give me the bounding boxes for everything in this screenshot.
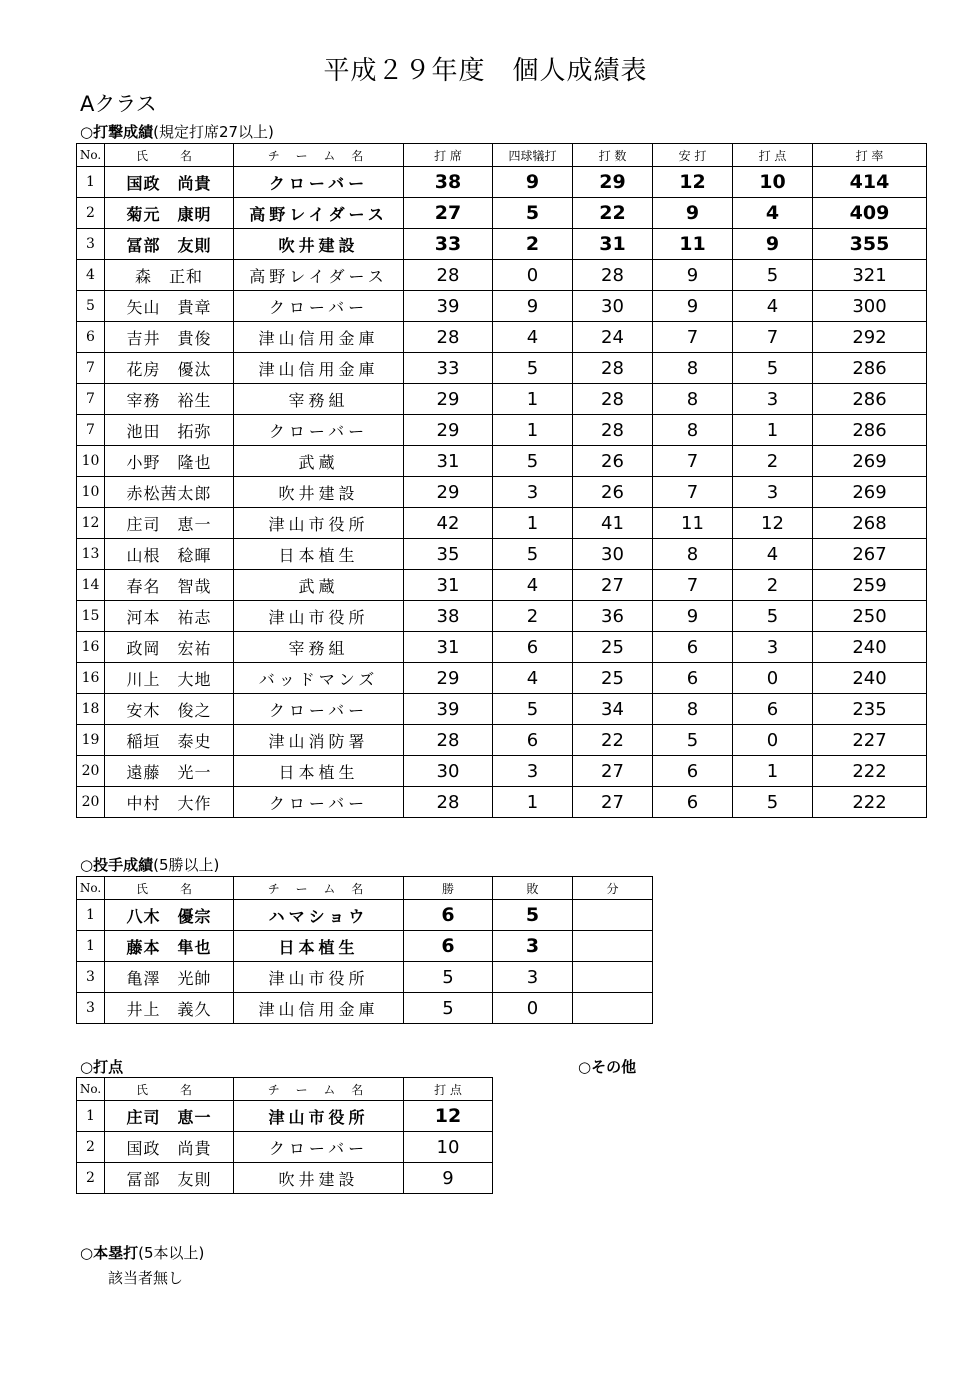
cell-rbi: 9 [404,1163,493,1194]
cell-at-bats: 28 [573,353,653,384]
cell-walks-sacrifices: 2 [493,601,573,632]
cell-walks-sacrifices: 9 [493,167,573,198]
cell-walks-sacrifices: 1 [493,508,573,539]
cell-rbi: 4 [733,198,813,229]
cell-average: 222 [813,787,927,818]
cell-team: 日本植生 [234,931,404,962]
cell-team: 日本植生 [234,756,404,787]
cell-rbi: 7 [733,322,813,353]
table-row [77,446,927,477]
cell-walks-sacrifices: 4 [493,663,573,694]
cell-rbi: 10 [733,167,813,198]
cell-rbi: 4 [733,291,813,322]
cell-team: 津山市役所 [234,962,404,993]
cell-name: 川上 大地 [105,663,234,694]
cell-draws [573,993,653,1024]
cell-walks-sacrifices: 0 [493,260,573,291]
cell-draws [573,900,653,931]
cell-at-bats: 26 [573,477,653,508]
cell-draws [573,931,653,962]
cell-plate-appearances: 31 [404,446,493,477]
cell-plate-appearances: 29 [404,663,493,694]
cell-no: 18 [77,694,105,725]
cell-name: 吉井 貴俊 [105,322,234,353]
cell-hits: 7 [653,322,733,353]
cell-average: 240 [813,632,927,663]
cell-name: 庄司 恵一 [105,508,234,539]
cell-no: 5 [77,291,105,322]
cell-at-bats: 28 [573,260,653,291]
cell-no: 16 [77,663,105,694]
cell-rbi: 5 [733,353,813,384]
cell-average: 250 [813,601,927,632]
cell-at-bats: 31 [573,229,653,260]
cell-name: 山根 稔暉 [105,539,234,570]
cell-plate-appearances: 27 [404,198,493,229]
cell-plate-appearances: 39 [404,291,493,322]
cell-no: 13 [77,539,105,570]
cell-no: 1 [77,1101,105,1132]
header-team: チ ー ム 名 [234,144,404,167]
cell-walks-sacrifices: 1 [493,415,573,446]
cell-plate-appearances: 28 [404,260,493,291]
table-row [77,570,927,601]
pitching-table [76,876,653,1024]
header-name: 氏 名 [105,1078,234,1101]
header-no: No. [77,1078,105,1101]
cell-hits: 6 [653,663,733,694]
cell-rbi: 3 [733,632,813,663]
cell-average: 222 [813,756,927,787]
cell-wins: 6 [404,900,493,931]
cell-no: 14 [77,570,105,601]
pitching-heading-note: (5勝以上) [153,856,220,874]
cell-name: 亀澤 光帥 [105,962,234,993]
cell-team: 武蔵 [234,570,404,601]
cell-walks-sacrifices: 5 [493,446,573,477]
cell-at-bats: 29 [573,167,653,198]
cell-name: 菊元 康明 [105,198,234,229]
cell-at-bats: 28 [573,415,653,446]
table-row [77,601,927,632]
cell-plate-appearances: 28 [404,322,493,353]
rbi-heading-title: ○打点 [80,1058,124,1076]
cell-team: 津山市役所 [234,1101,404,1132]
cell-hits: 6 [653,756,733,787]
rbi-table [76,1077,493,1194]
table-row [77,756,927,787]
cell-walks-sacrifices: 3 [493,477,573,508]
cell-hits: 7 [653,570,733,601]
cell-no: 20 [77,756,105,787]
header-rbi: 打 点 [733,144,813,167]
cell-average: 321 [813,260,927,291]
cell-name: 花房 優汰 [105,353,234,384]
cell-hits: 6 [653,632,733,663]
cell-walks-sacrifices: 1 [493,787,573,818]
cell-team: 津山信用金庫 [234,353,404,384]
header-name: 氏 名 [105,144,234,167]
cell-walks-sacrifices: 4 [493,322,573,353]
cell-at-bats: 22 [573,725,653,756]
cell-no: 1 [77,900,105,931]
cell-walks-sacrifices: 6 [493,632,573,663]
cell-at-bats: 25 [573,663,653,694]
cell-plate-appearances: 28 [404,787,493,818]
cell-rbi: 5 [733,787,813,818]
table-row [77,167,927,198]
cell-name: 藤本 隼也 [105,931,234,962]
cell-team: ハマショウ [234,900,404,931]
cell-rbi: 10 [404,1132,493,1163]
cell-plate-appearances: 31 [404,632,493,663]
cell-team: 高野レイダース [234,260,404,291]
rbi-heading [80,1056,123,1077]
table-row [77,725,927,756]
cell-walks-sacrifices: 5 [493,198,573,229]
cell-name: 矢山 貴章 [105,291,234,322]
cell-rbi: 2 [733,570,813,601]
cell-average: 269 [813,446,927,477]
other-heading [578,1056,636,1077]
cell-plate-appearances: 35 [404,539,493,570]
cell-walks-sacrifices: 5 [493,694,573,725]
cell-at-bats: 27 [573,787,653,818]
cell-plate-appearances: 29 [404,384,493,415]
cell-at-bats: 27 [573,570,653,601]
cell-rbi: 3 [733,477,813,508]
cell-team: 宰務組 [234,632,404,663]
cell-average: 268 [813,508,927,539]
homerun-heading-note: (5本以上) [138,1244,205,1262]
cell-wins: 6 [404,931,493,962]
cell-draws [573,962,653,993]
cell-plate-appearances: 33 [404,229,493,260]
table-row [77,353,927,384]
cell-average: 409 [813,198,927,229]
cell-plate-appearances: 29 [404,415,493,446]
cell-team: クローバー [234,291,404,322]
cell-average: 267 [813,539,927,570]
cell-name: 八木 優宗 [105,900,234,931]
cell-team: 宰務組 [234,384,404,415]
cell-at-bats: 25 [573,632,653,663]
homerun-heading-title: ○本塁打 [80,1244,139,1262]
cell-no: 4 [77,260,105,291]
table-row [77,508,927,539]
batting-heading-title: ○打撃成績 [80,123,154,141]
header-average: 打 率 [813,144,927,167]
homerun-none-text: 該当者無し [108,1269,184,1287]
cell-at-bats: 30 [573,291,653,322]
header-no: No. [77,144,105,167]
cell-plate-appearances: 38 [404,167,493,198]
cell-plate-appearances: 38 [404,601,493,632]
cell-rbi: 6 [733,694,813,725]
cell-no: 16 [77,632,105,663]
cell-rbi: 1 [733,415,813,446]
cell-walks-sacrifices: 4 [493,570,573,601]
header-at-bats: 打 数 [573,144,653,167]
header-draws: 分 [573,877,653,900]
cell-no: 1 [77,167,105,198]
cell-rbi: 1 [733,756,813,787]
cell-name: 中村 大作 [105,787,234,818]
table-row [77,539,927,570]
cell-hits: 8 [653,539,733,570]
cell-name: 国政 尚貴 [105,1132,234,1163]
cell-name: 森 正和 [105,260,234,291]
header-team: チ ー ム 名 [234,877,404,900]
header-name: 氏 名 [105,877,234,900]
cell-name: 小野 隆也 [105,446,234,477]
batting-heading [80,121,274,142]
cell-team: 津山市役所 [234,601,404,632]
cell-wins: 5 [404,962,493,993]
cell-at-bats: 27 [573,756,653,787]
cell-name: 河本 祐志 [105,601,234,632]
cell-plate-appearances: 42 [404,508,493,539]
cell-team: バッドマンズ [234,663,404,694]
table-row [77,322,927,353]
cell-wins: 5 [404,993,493,1024]
cell-no: 15 [77,601,105,632]
table-row [77,900,653,931]
cell-no: 10 [77,446,105,477]
cell-team: 吹井建設 [234,229,404,260]
cell-at-bats: 30 [573,539,653,570]
cell-hits: 6 [653,787,733,818]
cell-no: 12 [77,508,105,539]
cell-average: 300 [813,291,927,322]
cell-average: 259 [813,570,927,601]
table-row [77,663,927,694]
cell-no: 10 [77,477,105,508]
cell-no: 7 [77,415,105,446]
cell-rbi: 12 [404,1101,493,1132]
table-row [77,1163,493,1194]
cell-plate-appearances: 30 [404,756,493,787]
cell-walks-sacrifices: 5 [493,353,573,384]
cell-at-bats: 28 [573,384,653,415]
cell-rbi: 5 [733,260,813,291]
cell-rbi: 4 [733,539,813,570]
cell-hits: 8 [653,415,733,446]
cell-walks-sacrifices: 9 [493,291,573,322]
cell-walks-sacrifices: 5 [493,539,573,570]
cell-team: 高野レイダース [234,198,404,229]
table-row [77,1132,493,1163]
table-row [77,260,927,291]
cell-no: 3 [77,993,105,1024]
cell-team: クローバー [234,415,404,446]
cell-rbi: 2 [733,446,813,477]
cell-plate-appearances: 29 [404,477,493,508]
table-row [77,993,653,1024]
cell-name: 春名 智哉 [105,570,234,601]
cell-losses: 0 [493,993,573,1024]
cell-hits: 11 [653,508,733,539]
cell-average: 269 [813,477,927,508]
cell-team: クローバー [234,167,404,198]
cell-walks-sacrifices: 3 [493,756,573,787]
table-row [77,962,653,993]
cell-name: 政岡 宏祐 [105,632,234,663]
cell-no: 20 [77,787,105,818]
cell-walks-sacrifices: 2 [493,229,573,260]
cell-average: 414 [813,167,927,198]
cell-losses: 3 [493,931,573,962]
cell-losses: 5 [493,900,573,931]
table-row [77,384,927,415]
class-label: Aクラス [80,92,157,116]
cell-walks-sacrifices: 1 [493,384,573,415]
cell-average: 292 [813,322,927,353]
cell-team: クローバー [234,694,404,725]
cell-average: 235 [813,694,927,725]
cell-name: 庄司 恵一 [105,1101,234,1132]
pitching-heading [80,854,219,875]
cell-no: 3 [77,229,105,260]
table-row [77,787,927,818]
cell-at-bats: 41 [573,508,653,539]
table-row [77,415,927,446]
cell-hits: 9 [653,291,733,322]
cell-name: 井上 義久 [105,993,234,1024]
batting-table [76,143,927,818]
table-row [77,694,927,725]
cell-no: 7 [77,384,105,415]
cell-no: 19 [77,725,105,756]
header-plate-appearances: 打 席 [404,144,493,167]
header-hits: 安 打 [653,144,733,167]
rbi-header-row [77,1078,493,1101]
cell-hits: 9 [653,198,733,229]
header-losses: 敗 [493,877,573,900]
cell-team: 津山信用金庫 [234,993,404,1024]
cell-hits: 11 [653,229,733,260]
cell-rbi: 9 [733,229,813,260]
table-row [77,229,927,260]
cell-hits: 8 [653,384,733,415]
cell-plate-appearances: 39 [404,694,493,725]
batting-heading-note: (規定打席27以上) [153,123,274,141]
cell-team: 津山信用金庫 [234,322,404,353]
header-team: チ ー ム 名 [234,1078,404,1101]
homerun-heading [80,1242,204,1263]
header-walks-sacrifices: 四球犠打 [493,144,573,167]
cell-rbi: 5 [733,601,813,632]
cell-average: 286 [813,353,927,384]
header-wins: 勝 [404,877,493,900]
cell-no: 2 [77,1163,105,1194]
pitching-heading-title: ○投手成績 [80,856,154,874]
cell-average: 355 [813,229,927,260]
cell-name: 安木 俊之 [105,694,234,725]
table-row [77,477,927,508]
cell-team: 武蔵 [234,446,404,477]
table-row [77,198,927,229]
cell-no: 3 [77,962,105,993]
cell-average: 240 [813,663,927,694]
cell-average: 286 [813,415,927,446]
cell-team: 吹井建設 [234,1163,404,1194]
cell-at-bats: 26 [573,446,653,477]
cell-team: クローバー [234,1132,404,1163]
batting-header-row [77,144,927,167]
cell-team: クローバー [234,787,404,818]
cell-hits: 7 [653,446,733,477]
cell-plate-appearances: 33 [404,353,493,384]
cell-no: 6 [77,322,105,353]
cell-hits: 9 [653,601,733,632]
cell-hits: 7 [653,477,733,508]
cell-name: 赤松茜太郎 [105,477,234,508]
cell-name: 冨部 友則 [105,1163,234,1194]
cell-name: 池田 拓弥 [105,415,234,446]
cell-no: 7 [77,353,105,384]
cell-rbi: 3 [733,384,813,415]
cell-average: 227 [813,725,927,756]
table-row [77,291,927,322]
cell-team: 日本植生 [234,539,404,570]
cell-hits: 8 [653,694,733,725]
cell-hits: 9 [653,260,733,291]
header-no: No. [77,877,105,900]
cell-plate-appearances: 28 [404,725,493,756]
cell-hits: 8 [653,353,733,384]
cell-team: 津山消防署 [234,725,404,756]
cell-at-bats: 22 [573,198,653,229]
cell-rbi: 0 [733,663,813,694]
cell-no: 2 [77,1132,105,1163]
page-title: 平成２９年度 個人成績表 [323,56,648,86]
pitching-header-row [77,877,653,900]
cell-name: 稲垣 泰史 [105,725,234,756]
cell-name: 宰務 裕生 [105,384,234,415]
header-rbi: 打 点 [404,1078,493,1101]
cell-team: 吹井建設 [234,477,404,508]
table-row [77,931,653,962]
cell-team: 津山市役所 [234,508,404,539]
cell-hits: 5 [653,725,733,756]
cell-no: 1 [77,931,105,962]
cell-walks-sacrifices: 6 [493,725,573,756]
cell-rbi: 12 [733,508,813,539]
cell-name: 国政 尚貴 [105,167,234,198]
cell-at-bats: 24 [573,322,653,353]
cell-name: 遠藤 光一 [105,756,234,787]
cell-at-bats: 34 [573,694,653,725]
cell-hits: 12 [653,167,733,198]
cell-no: 2 [77,198,105,229]
cell-losses: 3 [493,962,573,993]
cell-average: 286 [813,384,927,415]
cell-name: 冨部 友則 [105,229,234,260]
table-row [77,632,927,663]
cell-at-bats: 36 [573,601,653,632]
cell-rbi: 0 [733,725,813,756]
table-row [77,1101,493,1132]
cell-plate-appearances: 31 [404,570,493,601]
other-heading-title: ○その他 [578,1058,637,1076]
